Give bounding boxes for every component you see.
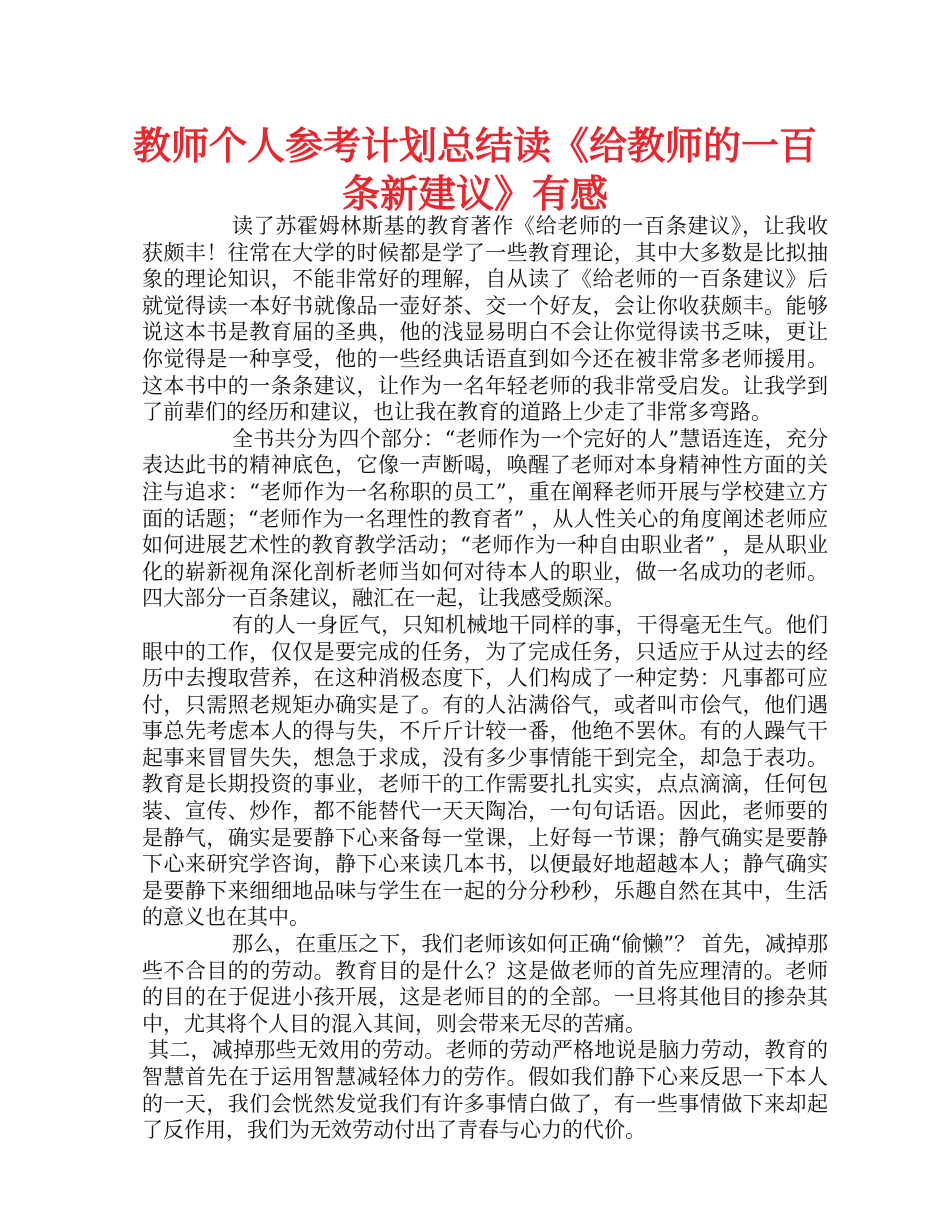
document-title: 教师个人参考计划总结读《给教师的一百条新建议》有感 — [132, 124, 817, 216]
paragraph-2: 全书共分为四个部分：“老师作为一个完好的人”慧语连连，充分表达此书的精神底色，它像一声断喝，唤醒了老师对本身精神性方面的关注与追求：“老师作为一名称职的员工”，重在阐释老师开展与学校建立方面的话题；“老师作为一名理性的教育者” ，从人性关心的角度阐述老师应如何进展艺术性的教育教学活动；“老师作为一种自由职业者” ，是从职业化的崭新视角深化剖析老师当如何对待本人的职业，做一名成功的老师。四大部分一百条建议，融汇在一起，让我感受颇深。 — [142, 426, 828, 611]
paragraph-3: 有的人一身匠气，只知机械地干同样的事，干得毫无生气。他们眼中的工作，仅仅是要完成的任务，为了完成任务，只适应于从过去的经历中去搜取营养，在这种消极态度下，人们构成了一种定势：凡事都可应付，只需照老规矩办确实是了。有的人沾满俗气，或者叫市侩气，他们遇事总先考虑本人的得与失，不斤斤计较一番，他绝不罢休。有的人躁气干起事来冒冒失失，想急于求成，没有多少事情能干到完全，却急于表功。教育是长期投资的事业，老师干的工作需要扎扎实实，点点滴滴，任何包装、宣传、炒作，都不能替代一天天陶冶，一句句话语。因此，老师要的是静气，确实是要静下心来备每一堂课，上好每一节课；静气确实是要静下心来研究学咨询，静下心来读几本书，以便最好地超越本人；静气确实是要静下来细细地品味与学生在一起的分分秒秒，乐趣自然在其中，生活的意义也在其中。 — [142, 612, 828, 930]
document-body — [142, 213, 828, 1144]
paragraph-4: 那么，在重压之下，我们老师该如何正确“偷懒”？ 首先，减掉那些不合目的的劳动。教育目的是什么？这是做老师的首先应理清的。老师的目的在于促进小孩开展，这是老师目的的全部。一旦将其他目的掺杂其中，尤其将个人目的混入其间，则会带来无尽的苦痛。 — [142, 932, 828, 1036]
paragraph-1: 读了苏霍姆林斯基的教育著作《给老师的一百条建议》，让我收获颇丰！往常在大学的时候都是学了一些教育理论，其中大多数是比拟抽象的理论知识，不能非常好的理解，自从读了《给老师的一百条建议》后就觉得读一本好书就像品一壶好茶、交一个好友，会让你收获颇丰。能够说这本书是教育届的圣典，他的浅显易明白不会让你觉得读书乏味，更让你觉得是一种享受，他的一些经典话语直到如今还在被非常多老师援用。这本书中的一条条建议，让作为一名年轻老师的我非常受启发。让我学到了前辈们的经历和建议，也让我在教育的道路上少走了非常多弯路。 — [142, 214, 828, 425]
paragraph-5: 其二，减掉那些无效用的劳动。老师的劳动严格地说是脑力劳动，教育的智慧首先在于运用智慧减轻体力的劳作。假如我们静下心来反思一下本人的一天，我们会恍然发觉我们有许多事情白做了，有一些事情做下来却起了反作用，我们为无效劳动付出了青春与心力的代价。 — [142, 1038, 828, 1143]
